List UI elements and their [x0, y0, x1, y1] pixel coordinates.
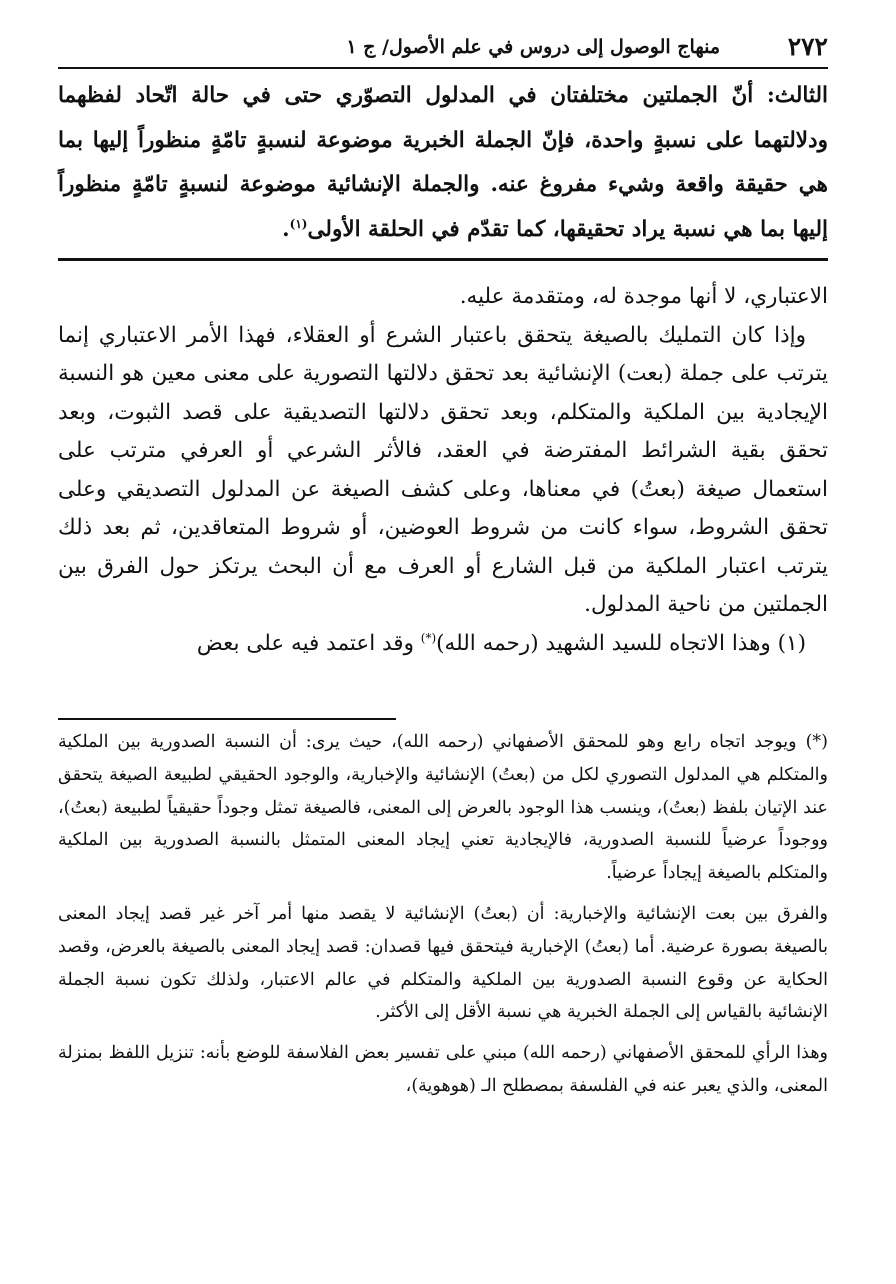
- paragraph: وإذا كان التمليك بالصيغة يتحقق باعتبار الشرع أو العقلاء، فهذا الأمر الاعتباري إنما يترتب على جملة (بعت) الإنشائية بعد تحقق دلالتها التصورية على معنى معين هو النسبة الإيجادية بين الملكية والمتكلم، وبعد تحقق دلالتها التصديقية على قصد الثبوت، وبعد تحقق بقية الشرائط المفترضة في العقد، فالأثر الشرعي أو العرفي مترتب على استعمال صيغة (بعتُ) في معناها، وعلى كشف الصيغة عن المدلول التصديقي وعلى تحقق الشروط، سواء كانت من شروط العوضين، أو شروط المتعاقدين، ثم بعد ذلك يترتب اعتبار الملكية من قبل الشارع أو العرف مع أن البحث يرتكز حول الفرق بين الجملتين من ناحية المدلول.: [58, 322, 828, 617]
- paragraph-text: وقد اعتمد فيه على بعض: [196, 630, 421, 656]
- book-title: منهاج الوصول إلى دروس في علم الأصول/ ج ١: [346, 36, 720, 58]
- footnote: والفرق بين بعت الإنشائية والإخبارية: أن (بعتُ) الإنشائية لا يقصد منها أمر آخر غير قصد إيجاد المعنى بالصيغة بصورة عرضية. أما (بعتُ) الإخبارية فيتحقق فيها قصدان: قصد إيجاد المعنى بالصيغة بالعرض، وقصد الحكاية عن وقوع النسبة الصدورية بين الملكية والمتكلم في عالم الاعتبار، ولذلك تكون نسبة الجملة الإنشائية بالقياس إلى الجملة الخبرية هي نسبة الأقل إلى الأكثر.: [58, 903, 828, 1023]
- quoted-text-block: [58, 74, 828, 252]
- footnote-marker: (*): [805, 732, 828, 752]
- footnotes: [58, 726, 828, 1111]
- paragraph: الاعتباري، لا أنها موجدة له، ومتقدمة عليه.: [459, 284, 828, 309]
- footnote-text: ويوجد اتجاه رابع وهو للمحقق الأصفهاني (رحمه الله)، حيث يرى: أن النسبة الصدورية بين الملكية والمتكلم هي المدلول التصوري لكل من (بعتُ) الإنشائية والإخبارية، والوجود الحقيقي لطبيعة الصيغة يتحقق عند الإتيان بلفظ (بعتُ)، وينسب هذا الوجود بالعرض إلى المعنى، فالصيغة تمثل وجوداً حقيقياً لطبيعة (بعتُ)، ووجوداً عرضياً للنسبة الصدورية، فالإيجادية تعني إيجاد المعنى المتمثل بالنسبة الصدورية بين الملكية والمتكلم بالصيغة إيجاداً عرضياً.: [58, 732, 828, 884]
- footnote: [58, 726, 828, 890]
- quoted-body: أنّ الجملتين مختلفتان في المدلول التصوّري حتى في حالة اتّحاد لفظهما ودلالتهما على نسبةٍ واحدة، فإنّ الجملة الخبرية موضوعة لنسبةٍ تامّةٍ منظوراً إليها بما هي حقيقة واقعة وشيء مفروغ عنه. والجملة الإنشائية موضوعة لنسبةٍ تامّةٍ منظوراً إليها بما هي نسبة يراد تحقيقها، كما تقدّم في الحلقة الأولى: [58, 83, 828, 242]
- section-rule: [58, 258, 828, 261]
- paragraph: [58, 625, 828, 664]
- quoted-end: .: [282, 216, 290, 242]
- quoted-paragraph: [58, 74, 828, 252]
- running-header: [58, 28, 828, 68]
- footnote-rule: [58, 718, 396, 720]
- footnote: وهذا الرأي للمحقق الأصفهاني (رحمه الله) مبني على تفسير بعض الفلاسفة للوضع بأنه: تنزيل اللفظ بمنزلة المعنى، والذي يعبر عنه في الفلسفة بمصطلح الـ (هوهوية)،: [58, 1043, 828, 1096]
- footnote-ref: (*): [420, 630, 437, 645]
- paragraph-text: (١) وهذا الاتجاه للسيد الشهيد (رحمه الله): [436, 630, 806, 656]
- page-number: ٢٧٢: [787, 32, 828, 61]
- header-rule: [58, 67, 828, 69]
- quoted-label: الثالث:: [766, 83, 828, 108]
- footnote-ref: (١): [289, 216, 308, 231]
- commentary-body: [58, 278, 828, 663]
